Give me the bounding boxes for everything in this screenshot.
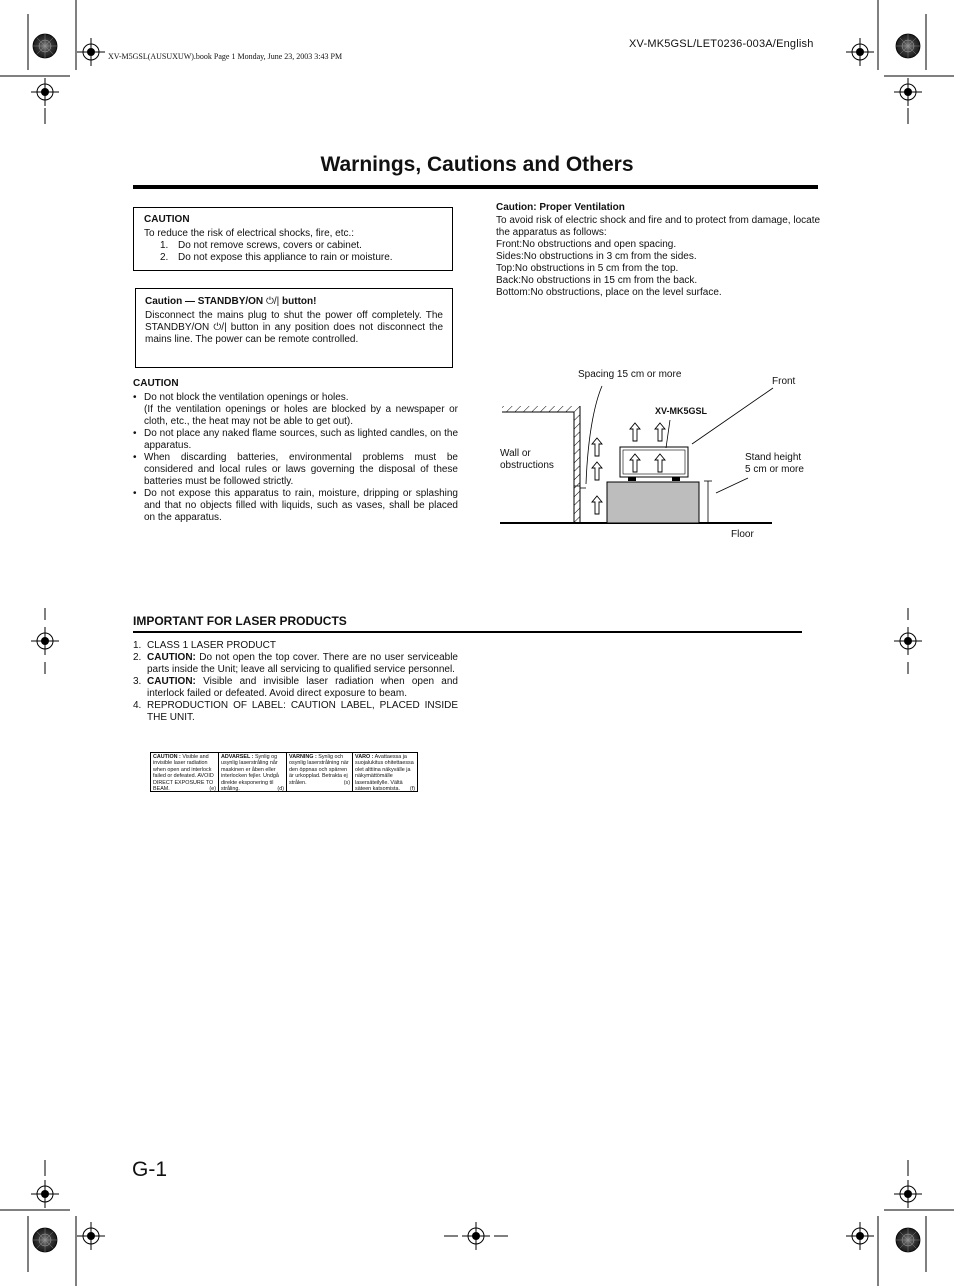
caution-box-electrical	[133, 207, 453, 271]
ventilation-line: To avoid risk of electric shock and fire and to protect from damage, locate the apparatus as follows:	[496, 215, 821, 238]
page-title: Warnings, Cautions and Others	[320, 153, 634, 176]
stand-shape	[607, 482, 699, 523]
label-cell-english: CAUTION : Visible and invisible laser radiation when open and interlock failed or defeated. AVOID DIRECT EXPOSURE TO BEAM. (e)	[151, 753, 219, 791]
list-item: • When discarding batteries, environmental problems must be considered and local rules or laws governing the disposal of these batteries must be followed strictly.	[133, 452, 458, 487]
laser-rule	[133, 631, 802, 633]
laser-list	[133, 640, 458, 724]
caution-box-heading: CAUTION	[144, 214, 190, 225]
diagram-wall-label-1: Wall or	[500, 448, 531, 459]
diagram-stand-label-2: 5 cm or more	[745, 464, 804, 475]
list-item: 1. Do not remove screws, covers or cabinet.	[160, 240, 362, 251]
power-icon: ⏻/|	[213, 322, 227, 333]
ventilation-line: Back:No obstructions in 15 cm from the back.	[496, 275, 698, 286]
label-cell-danish: ADVARSEL : Synlig og usynlig laserstråling når maskinen er åben eller interlocken fejler. Undgå direkte eksponering til stråling. (d)	[219, 753, 287, 791]
book-info-line: XV-M5GSL(AUSUXUW).book Page 1 Monday, June 23, 2003 3:43 PM	[108, 52, 343, 61]
caution-list-section	[133, 378, 458, 524]
device-shape	[620, 447, 688, 481]
diagram-spacing-label: Spacing 15 cm or more	[578, 369, 682, 380]
page-number: G-1	[132, 1158, 168, 1181]
label-cell-finnish: VARO : Avattaessa ja suojalukitus ohitettaessa olet alttiina näkyvälle ja näkymättömälle lasersäteilylle. Vältä säteen katsomista. (f)	[355, 754, 415, 791]
ventilation-line: Top:No obstructions in 5 cm from the top.	[496, 263, 679, 274]
power-icon: ⏻/|	[265, 296, 280, 307]
diagram-floor-label: Floor	[731, 529, 754, 540]
ventilation-line: Bottom:No obstructions, place on the level surface.	[496, 287, 722, 298]
ventilation-line: Sides:No obstructions in 3 cm from the sides.	[496, 251, 697, 262]
caution-box-standby	[135, 288, 453, 368]
list-item: 3. CAUTION: Visible and invisible laser radiation when open and interlock failed or defeated. Avoid direct exposure to beam.	[133, 676, 458, 699]
diagram-stand-label-1: Stand height	[745, 452, 802, 463]
list-item: 2. CAUTION: Do not open the top cover. There are no user serviceable parts inside the Unit; leave all servicing to qualified service personnel.	[133, 652, 458, 675]
list-item: 4. REPRODUCTION OF LABEL: CAUTION LABEL, PLACED INSIDE THE UNIT.	[133, 700, 458, 723]
standby-body: Disconnect the mains plug to shut the power off completely. The STANDBY/ON ⏻/| button in any position does not disconnect the mains line. The power can be remote controlled.	[145, 310, 444, 345]
list-item: 2. Do not expose this appliance to rain or moisture.	[160, 252, 393, 263]
document-id: XV-MK5GSL/LET0236-003A/English	[629, 38, 814, 50]
diagram-wall-label-2: obstructions	[500, 460, 554, 471]
label-cell-swedish: VARNING : Synlig och osynlig laserstrålning när den öppnas och spärren är urkopplad. Betrakta ej strålen. (s)	[287, 753, 353, 791]
ventilation-section	[496, 202, 826, 299]
laser-caution-label	[150, 752, 418, 792]
title-rule	[133, 185, 818, 189]
ventilation-line: Front:No obstructions and open spacing.	[496, 239, 677, 250]
laser-heading: IMPORTANT FOR LASER PRODUCTS	[133, 614, 347, 628]
caution-box-intro: To reduce the risk of electrical shocks, fire, etc.:	[144, 228, 355, 239]
ventilation-heading: Caution: Proper Ventilation	[496, 202, 625, 213]
laser-list-section	[133, 640, 458, 724]
list-item: • Do not block the ventilation openings or holes. (If the ventilation openings or holes are blocked by a newspaper or cloth, etc., the heat may not be able to get out).	[133, 392, 458, 427]
caution-box-list	[144, 240, 442, 264]
standby-heading: Caution — STANDBY/ON ⏻/| button!	[145, 296, 317, 307]
list-item: 1. CLASS 1 LASER PRODUCT	[133, 640, 276, 651]
caution-bullets	[133, 392, 458, 524]
list-item: • Do not place any naked flame sources, such as lighted candles, on the apparatus.	[133, 428, 458, 451]
diagram-front-label: Front	[772, 376, 796, 387]
diagram-model-label: XV-MK5GSL	[655, 406, 708, 416]
list-item: • Do not expose this apparatus to rain, moisture, dripping or splashing and that no objects filled with liquids, such as vases, shall be placed on the apparatus.	[133, 488, 458, 523]
caution-list-heading: CAUTION	[133, 378, 179, 389]
